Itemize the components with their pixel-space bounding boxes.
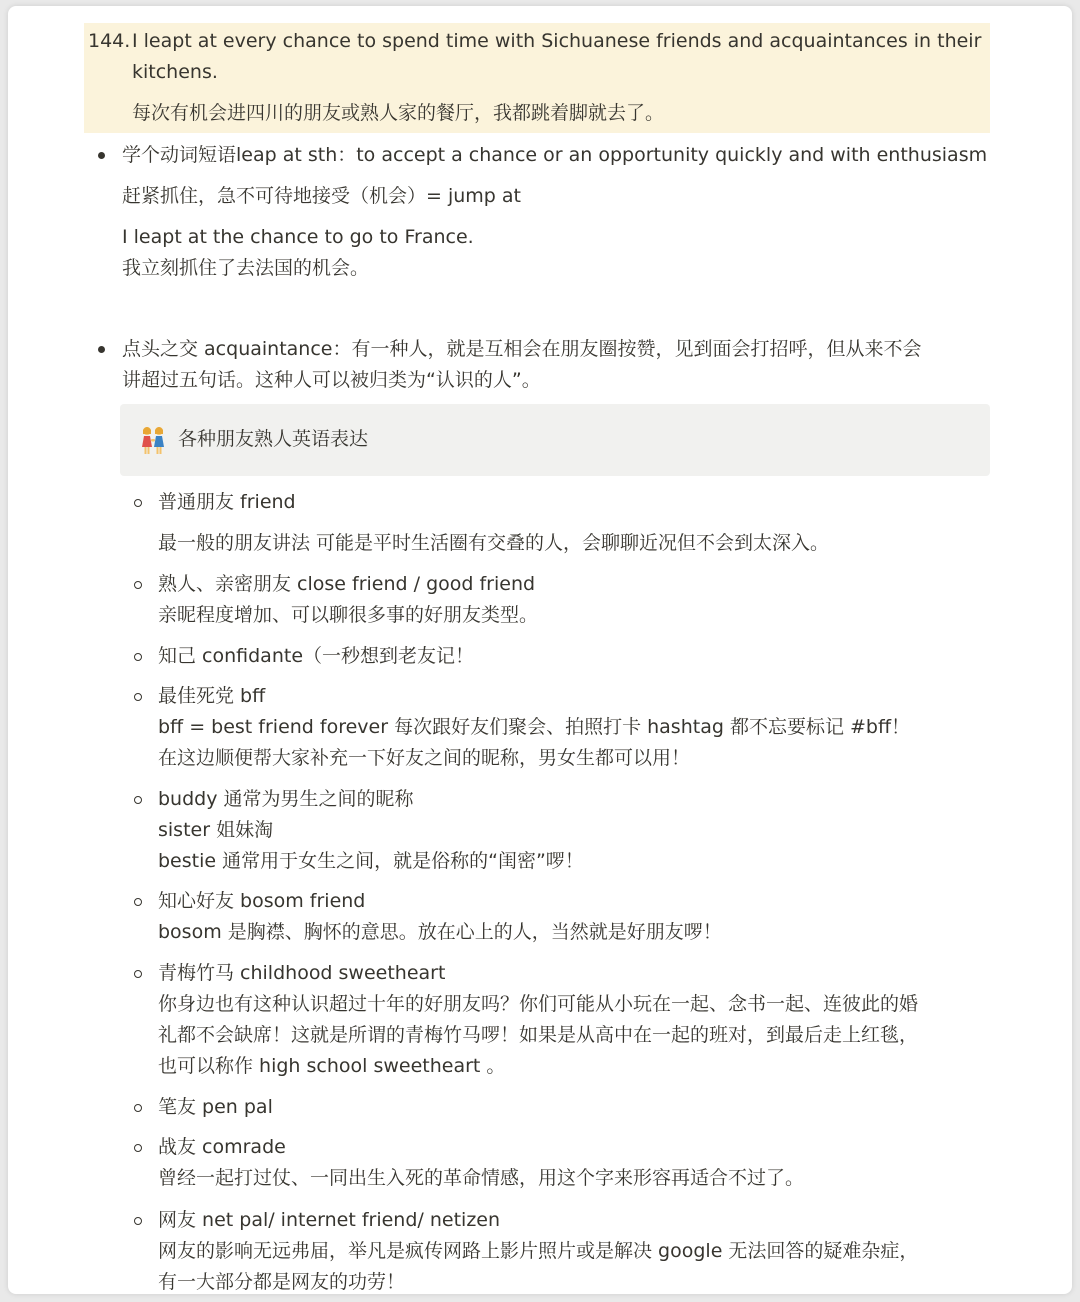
list-item-line: 礼都不会缺席！这就是所谓的青梅竹马啰！如果是从高中在一起的班对，到最后走上红毯， [158, 1024, 919, 1046]
list-item-line: bestie 通常用于女生之间，就是俗称的“闺密”啰！ [158, 850, 584, 872]
item-number: 144. [88, 30, 131, 52]
bullet-text-line: 学个动词短语leap at sth：to accept a chance or an opportunity quickly and with enthusiasm [122, 144, 988, 166]
list-bullet-icon [134, 653, 142, 661]
callout-title: 各种朋友熟人英语表达 [178, 428, 369, 450]
callout-block [120, 404, 990, 476]
bullet-dot [98, 346, 105, 353]
list-item-line: 在这边顺便帮大家补充一下好友之间的昵称，男女生都可以用！ [158, 747, 691, 769]
list-bullet-icon [134, 1144, 142, 1152]
list-item-line: 有一大部分都是网友的功劳！ [158, 1271, 406, 1293]
list-item-line: 你身边也有这种认识超过十年的好朋友吗？你们可能从小玩在一起、念书一起、连彼此的婚 [158, 993, 919, 1015]
example-translation: 我立刻抓住了去法国的机会。 [122, 257, 370, 279]
list-bullet-icon [134, 970, 142, 978]
list-item-line: 曾经一起打过仗、一同出生入死的革命情感，用这个字来形容再适合不过了。 [158, 1167, 805, 1189]
list-item-line: 最一般的朋友讲法 可能是平时生活圈有交叠的人，会聊聊近况但不会到太深入。 [158, 532, 830, 554]
list-bullet-icon [134, 581, 142, 589]
list-item-line: 网友的影响无远弗届，举凡是疯传网路上影片照片或是解决 google 无法回答的疑难杂症， [158, 1240, 919, 1262]
highlight-sentence-line: kitchens. [132, 61, 218, 83]
list-bullet-icon [134, 1104, 142, 1112]
list-bullet-icon [134, 1217, 142, 1225]
list-item-line: buddy 通常为男生之间的昵称 [158, 788, 414, 810]
list-item-line: bosom 是胸襟、胸怀的意思。放在心上的人，当然就是好朋友啰！ [158, 921, 722, 943]
highlight-sentence-line: I leapt at every chance to spend time with Sichuanese friends and acquaintances in their [132, 30, 982, 52]
list-item-line: 普通朋友 friend [158, 491, 296, 513]
list-item-line: 笔友 pen pal [158, 1096, 273, 1118]
list-item-line: 也可以称作 high school sweetheart 。 [158, 1055, 506, 1077]
bullet-dot [98, 152, 105, 159]
bullet-text-line: 赶紧抓住，急不可待地接受（机会）= jump at [122, 185, 521, 207]
list-item-line: 青梅竹马 childhood sweetheart [158, 962, 446, 984]
list-bullet-icon [134, 693, 142, 701]
list-item-line: 亲昵程度增加、可以聊很多事的好朋友类型。 [158, 604, 539, 626]
bullet-text-line: 讲超过五句话。这种人可以被归类为“认识的人”。 [122, 369, 541, 391]
list-item-line: 知心好友 bosom friend [158, 890, 366, 912]
list-item-line: bff = best friend forever 每次跟好友们聚会、拍照打卡 hashtag 都不忘要标记 #bff！ [158, 716, 911, 738]
list-item-line: 熟人、亲密朋友 close friend / good friend [158, 573, 536, 595]
list-item-line: 网友 net pal/ internet friend/ netizen [158, 1209, 501, 1231]
list-item-line: 战友 comrade [158, 1136, 286, 1158]
list-bullet-icon [134, 898, 142, 906]
highlight-translation: 每次有机会进四川的朋友或熟人家的餐厅，我都跳着脚就去了。 [132, 102, 665, 124]
list-item-line: sister 姐妹淘 [158, 819, 274, 841]
bullet-text-line: 点头之交 acquaintance：有一种人，就是互相会在朋友圈按赞，见到面会打招呼，但从来不会 [122, 338, 922, 360]
document-page [8, 6, 1072, 1294]
list-bullet-icon [134, 499, 142, 507]
list-bullet-icon [134, 796, 142, 804]
example-sentence: I leapt at the chance to go to France. [122, 226, 474, 248]
list-item-line: 知己 confidante（一秒想到老友记！ [158, 645, 475, 667]
list-item-line: 最佳死党 bff [158, 685, 266, 707]
two-women-holding-hands-icon [140, 425, 166, 455]
